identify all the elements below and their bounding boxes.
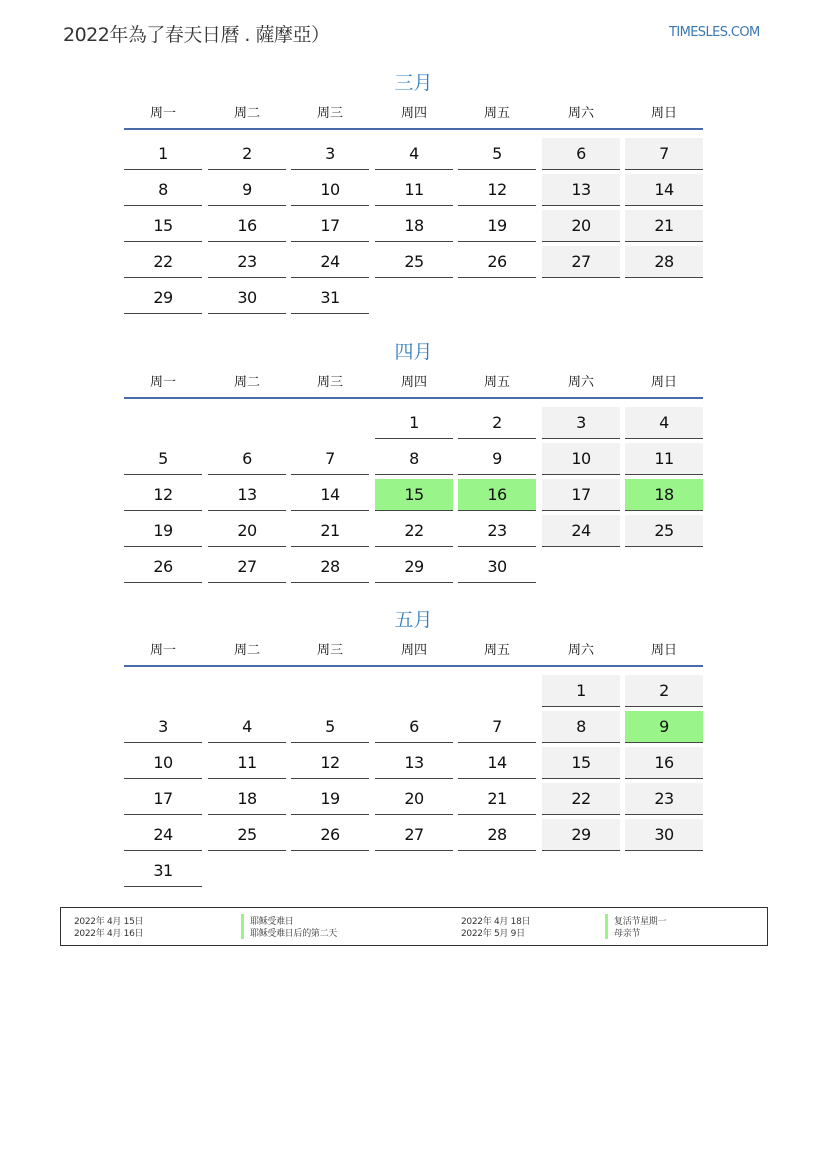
legend-description: 母亲节 xyxy=(605,926,640,939)
day-cell: 16 xyxy=(208,210,286,242)
day-cell: 11 xyxy=(375,174,453,206)
month-title: 五月 xyxy=(394,609,433,631)
day-cell: 27 xyxy=(542,246,620,278)
holiday-day-cell: 9 xyxy=(625,711,703,743)
legend-date: 2022年 5月 9日 xyxy=(461,929,525,939)
page-title: 2022年為了春天日曆 . 薩摩亞） xyxy=(63,24,330,46)
day-cell: 15 xyxy=(542,747,620,779)
month-title: 三月 xyxy=(394,72,433,94)
legend-description: 复活节星期一 xyxy=(605,914,666,927)
day-cell: 3 xyxy=(291,138,369,170)
day-cell: 2 xyxy=(625,675,703,707)
weekday-label: 周日 xyxy=(650,375,677,390)
day-cell: 8 xyxy=(542,711,620,743)
day-cell: 27 xyxy=(208,551,286,583)
legend-description: 耶稣受难日 xyxy=(241,914,294,927)
day-cell: 12 xyxy=(291,747,369,779)
day-cell: 7 xyxy=(458,711,536,743)
day-cell: 13 xyxy=(375,747,453,779)
day-cell: 5 xyxy=(458,138,536,170)
day-cell: 7 xyxy=(625,138,703,170)
holiday-day-cell: 16 xyxy=(458,479,536,511)
weekday-label: 周四 xyxy=(400,643,427,658)
day-cell: 24 xyxy=(124,819,202,851)
day-cell: 23 xyxy=(208,246,286,278)
day-cell: 9 xyxy=(458,443,536,475)
day-cell: 25 xyxy=(625,515,703,547)
weekday-label: 周日 xyxy=(650,106,677,121)
day-cell: 26 xyxy=(458,246,536,278)
day-cell: 28 xyxy=(625,246,703,278)
day-cell: 19 xyxy=(458,210,536,242)
day-cell: 21 xyxy=(625,210,703,242)
legend-description: 耶稣受难日后的第二天 xyxy=(241,926,337,939)
day-cell: 4 xyxy=(375,138,453,170)
day-cell: 22 xyxy=(124,246,202,278)
day-cell: 11 xyxy=(208,747,286,779)
day-cell: 6 xyxy=(542,138,620,170)
day-cell: 20 xyxy=(542,210,620,242)
weekday-label: 周五 xyxy=(483,106,510,121)
day-cell: 28 xyxy=(291,551,369,583)
day-cell: 12 xyxy=(458,174,536,206)
day-cell: 30 xyxy=(208,282,286,314)
day-cell: 6 xyxy=(208,443,286,475)
day-cell: 14 xyxy=(625,174,703,206)
legend-date: 2022年 4月 16日 xyxy=(74,929,144,939)
holiday-legend xyxy=(60,907,768,946)
day-cell: 14 xyxy=(291,479,369,511)
holiday-day-cell: 18 xyxy=(625,479,703,511)
day-cell: 30 xyxy=(458,551,536,583)
day-cell: 28 xyxy=(458,819,536,851)
day-cell: 29 xyxy=(375,551,453,583)
day-cell: 15 xyxy=(124,210,202,242)
day-cell: 27 xyxy=(375,819,453,851)
weekday-label: 周二 xyxy=(233,643,260,658)
weekday-label: 周五 xyxy=(483,643,510,658)
holiday-day-cell: 15 xyxy=(375,479,453,511)
day-cell: 21 xyxy=(458,783,536,815)
day-cell: 8 xyxy=(375,443,453,475)
day-cell: 26 xyxy=(291,819,369,851)
day-cell: 13 xyxy=(208,479,286,511)
day-cell: 20 xyxy=(208,515,286,547)
day-cell: 10 xyxy=(124,747,202,779)
weekday-label: 周一 xyxy=(149,643,176,658)
header-rule xyxy=(124,128,703,130)
day-cell: 13 xyxy=(542,174,620,206)
weekday-label: 周四 xyxy=(400,106,427,121)
weekday-label: 周五 xyxy=(483,375,510,390)
day-cell: 29 xyxy=(542,819,620,851)
weekday-header xyxy=(124,639,703,669)
day-cell: 23 xyxy=(458,515,536,547)
header-rule xyxy=(124,665,703,667)
day-cell: 25 xyxy=(375,246,453,278)
day-cell: 10 xyxy=(291,174,369,206)
day-cell: 22 xyxy=(375,515,453,547)
day-cell: 12 xyxy=(124,479,202,511)
legend-date: 2022年 4月 18日 xyxy=(461,917,531,927)
day-cell: 29 xyxy=(124,282,202,314)
day-cell: 2 xyxy=(208,138,286,170)
weekday-label: 周一 xyxy=(149,375,176,390)
weekday-header xyxy=(124,102,703,132)
day-cell: 19 xyxy=(124,515,202,547)
weekday-label: 周六 xyxy=(567,106,594,121)
day-cell: 1 xyxy=(124,138,202,170)
day-cell: 18 xyxy=(208,783,286,815)
day-cell: 31 xyxy=(124,855,202,887)
day-cell: 21 xyxy=(291,515,369,547)
day-cell: 20 xyxy=(375,783,453,815)
day-cell: 16 xyxy=(625,747,703,779)
day-cell: 24 xyxy=(542,515,620,547)
day-cell: 11 xyxy=(625,443,703,475)
day-cell: 7 xyxy=(291,443,369,475)
day-cell: 25 xyxy=(208,819,286,851)
day-cell: 10 xyxy=(542,443,620,475)
day-cell: 24 xyxy=(291,246,369,278)
site-link[interactable]: TIMESLES.COM xyxy=(669,25,760,40)
month-block xyxy=(124,68,703,307)
month-title: 四月 xyxy=(394,341,433,363)
day-cell: 6 xyxy=(375,711,453,743)
day-cell: 1 xyxy=(375,407,453,439)
weekday-label: 周日 xyxy=(650,643,677,658)
day-cell: 19 xyxy=(291,783,369,815)
weekday-label: 周一 xyxy=(149,106,176,121)
day-cell: 4 xyxy=(625,407,703,439)
day-cell: 5 xyxy=(124,443,202,475)
day-cell: 31 xyxy=(291,282,369,314)
day-cell: 17 xyxy=(124,783,202,815)
weekday-label: 周三 xyxy=(316,375,343,390)
header-rule xyxy=(124,397,703,399)
day-cell: 4 xyxy=(208,711,286,743)
day-cell: 9 xyxy=(208,174,286,206)
day-cell: 23 xyxy=(625,783,703,815)
day-cell: 26 xyxy=(124,551,202,583)
day-cell: 1 xyxy=(542,675,620,707)
weekday-header xyxy=(124,371,703,401)
month-block xyxy=(124,337,703,576)
weekday-label: 周二 xyxy=(233,375,260,390)
weekday-label: 周三 xyxy=(316,106,343,121)
weekday-label: 周四 xyxy=(400,375,427,390)
month-block xyxy=(124,605,703,880)
weekday-label: 周三 xyxy=(316,643,343,658)
day-cell: 30 xyxy=(625,819,703,851)
day-cell: 17 xyxy=(542,479,620,511)
day-cell: 22 xyxy=(542,783,620,815)
day-cell: 3 xyxy=(542,407,620,439)
day-cell: 18 xyxy=(375,210,453,242)
day-cell: 17 xyxy=(291,210,369,242)
weekday-label: 周六 xyxy=(567,375,594,390)
day-cell: 2 xyxy=(458,407,536,439)
day-cell: 8 xyxy=(124,174,202,206)
weekday-label: 周二 xyxy=(233,106,260,121)
weekday-label: 周六 xyxy=(567,643,594,658)
day-cell: 5 xyxy=(291,711,369,743)
legend-date: 2022年 4月 15日 xyxy=(74,917,144,927)
day-cell: 14 xyxy=(458,747,536,779)
day-cell: 3 xyxy=(124,711,202,743)
